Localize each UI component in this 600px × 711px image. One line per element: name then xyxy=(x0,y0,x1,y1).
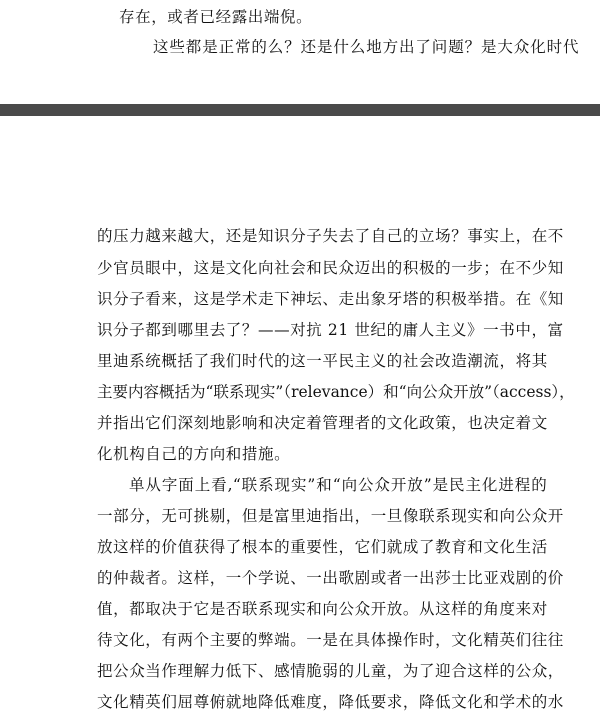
text-line: 文化精英们屈尊俯就地降低难度，降低要求，降低文化和学术的水 xyxy=(97,693,564,711)
text-line: 识分子看来，这是学术走下神坛、走出象牙塔的积极举措。在《知 xyxy=(97,290,564,308)
text-line: 少官员眼中，这是文化向社会和民众迈出的积极的一步；在不少知 xyxy=(97,259,564,277)
text-line: 的压力越来越大，还是知识分子失去了自己的立场？事实上，在不 xyxy=(97,227,564,245)
text-line: 待文化，有两个主要的弊端。一是在具体操作时，文化精英们往往 xyxy=(97,631,564,649)
text-line: 的仲裁者。这样，一个学说、一出歌剧或者一出莎士比亚戏剧的价 xyxy=(97,569,564,587)
text-line: 这些都是正常的么？还是什么地方出了问题？是大众化时代 xyxy=(153,38,580,56)
text-line: 存在，或者已经露出端倪。 xyxy=(119,8,313,26)
text-line: 值，都取决于它是否联系现实和向公众开放。从这样的角度来对 xyxy=(97,600,548,618)
text-line: 并指出它们深刻地影响和决定着管理者的文化政策，也决定着文 xyxy=(97,414,548,432)
previous-page-fragment xyxy=(0,0,600,104)
text-line: 主要内容概括为“联系现实”（relevance）和“向公众开放”（access）， xyxy=(97,383,575,401)
text-line: 一部分，无可挑剔，但是富里迪指出，一旦像联系现实和向公众开 xyxy=(97,507,564,525)
paragraph-start-line: 单从字面上看,“联系现实”和“向公众开放”是民主化进程的 xyxy=(129,476,547,494)
text-line: 把公众当作理解力低下、感情脆弱的儿童，为了迎合这样的公众， xyxy=(97,662,564,680)
text-line: 放这样的价值获得了根本的重要性，它们就成了教育和文化生活 xyxy=(97,538,548,556)
text-line: 化机构自己的方向和措施。 xyxy=(97,445,291,463)
text-line: 里迪系统概括了我们时代的这一平民主义的社会改造潮流，将其 xyxy=(97,352,548,370)
text-line: 识分子都到哪里去了？——对抗 21 世纪的庸人主义》一书中，富 xyxy=(97,321,564,339)
current-page xyxy=(0,116,600,711)
page-separator xyxy=(0,104,600,116)
